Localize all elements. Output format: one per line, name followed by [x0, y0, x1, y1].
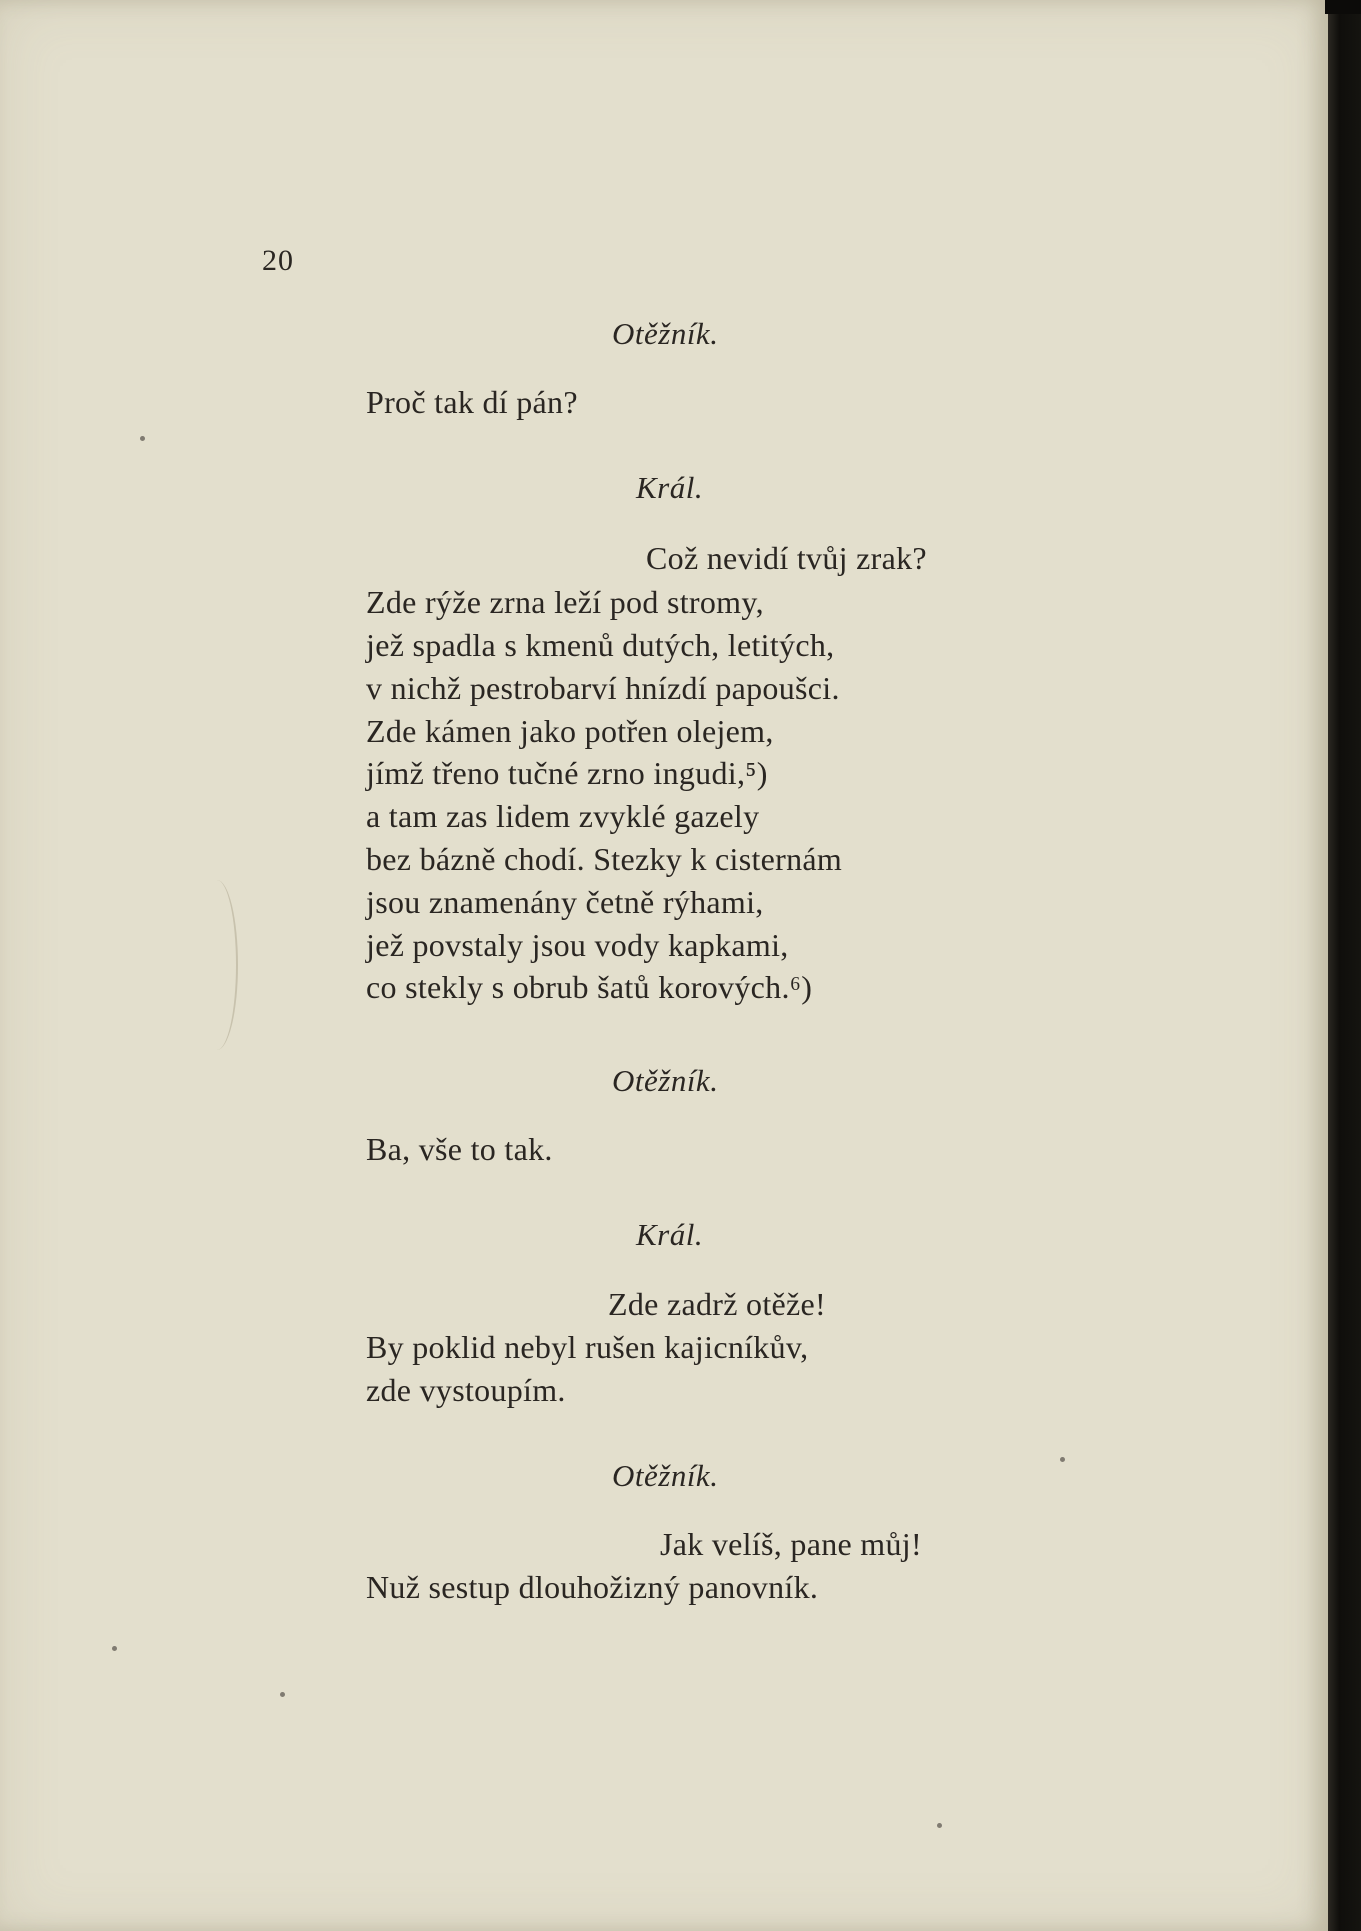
verse-line: jsou znamenány četně rýhami,: [366, 884, 764, 920]
verse-line: jímž třeno tučné zrno ingudi,⁵): [366, 755, 768, 791]
verse-line: v nichž pestrobarví hnízdí papoušci.: [366, 670, 840, 706]
speaker-label: Otěžník.: [612, 1458, 719, 1493]
verse-line: jež spadla s kmenů dutých, letitých,: [366, 627, 835, 663]
verse-line: Proč tak dí pán?: [366, 384, 578, 420]
paper-speck: [1060, 1457, 1065, 1462]
verse-line: Zde kámen jako potřen olejem,: [366, 713, 774, 749]
verse-line: Což nevidí tvůj zrak?: [646, 540, 927, 576]
verse-line: co stekly s obrub šatů korových.⁶): [366, 969, 813, 1005]
page-crease: [196, 880, 238, 1050]
verse-line: Nuž sestup dlouhožizný panovník.: [366, 1569, 819, 1605]
verse-line: bez bázně chodí. Stezky k cisternám: [366, 841, 843, 877]
book-gutter-edge: [1328, 0, 1361, 1931]
speaker-label: Král.: [636, 1217, 704, 1252]
verse-line: Zde zadrž otěže!: [608, 1286, 826, 1322]
scan-edge-mark: [1325, 0, 1361, 14]
speaker-label: Otěžník.: [612, 316, 719, 351]
paper-speck: [112, 1646, 117, 1651]
verse-line: By poklid nebyl rušen kajicníkův,: [366, 1329, 809, 1365]
paper-speck: [937, 1823, 942, 1828]
verse-line: zde vystoupím.: [366, 1372, 566, 1408]
verse-line: Ba, vše to tak.: [366, 1131, 553, 1167]
verse-line: jež povstaly jsou vody kapkami,: [366, 927, 789, 963]
page-number: 20: [262, 244, 294, 277]
paper-speck: [280, 1692, 285, 1697]
paper-speck: [140, 436, 145, 441]
verse-line: Zde rýže zrna leží pod stromy,: [366, 584, 764, 620]
speaker-label: Král.: [636, 470, 704, 505]
verse-line: Jak velíš, pane můj!: [660, 1526, 922, 1562]
speaker-label: Otěžník.: [612, 1063, 719, 1098]
verse-line: a tam zas lidem zvyklé gazely: [366, 798, 760, 834]
